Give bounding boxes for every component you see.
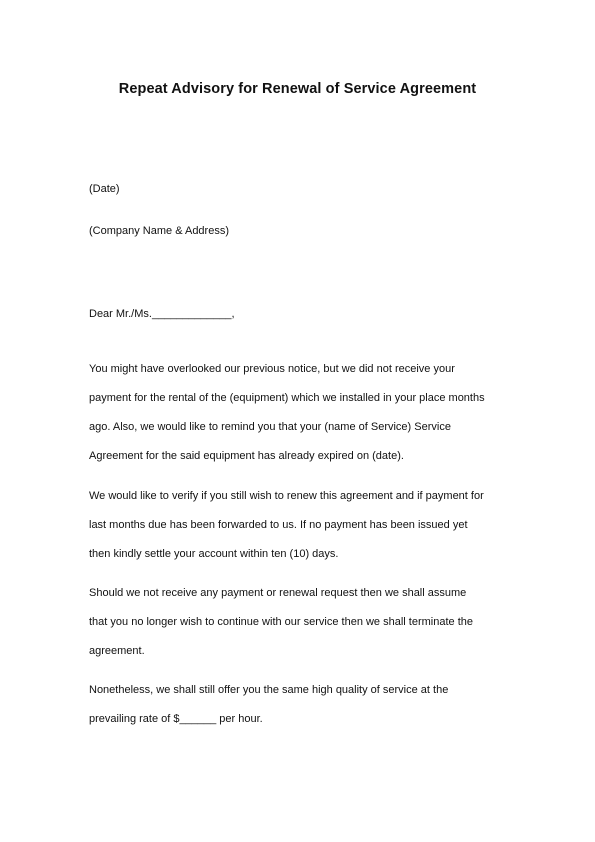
paragraph-line: that you no longer wish to continue with our service then we shall terminate the [89,616,473,628]
company-address-placeholder: (Company Name & Address) [89,225,229,237]
paragraph-line: then kindly settle your account within ten (10) days. [89,548,339,560]
paragraph-line: agreement. [89,645,145,657]
body-paragraph-2 [89,490,529,577]
salutation: Dear Mr./Ms._____________, [89,308,235,320]
date-placeholder: (Date) [89,183,120,195]
paragraph-line: Should we not receive any payment or renewal request then we shall assume [89,587,467,599]
paragraph-line: payment for the rental of the (equipment) which we installed in your place months [89,392,485,404]
body-paragraph-1 [89,363,529,479]
paragraph-line: We would like to verify if you still wish to renew this agreement and if payment for [89,490,484,502]
document-title: Repeat Advisory for Renewal of Service Agreement [118,81,477,97]
paragraph-line: last months due has been forwarded to us. If no payment has been issued yet [89,519,468,531]
paragraph-line: Agreement for the said equipment has already expired on (date). [89,450,404,462]
body-paragraph-4 [89,684,529,742]
body-paragraph-3 [89,587,529,674]
paragraph-line: Nonetheless, we shall still offer you the same high quality of service at the [89,684,449,696]
paragraph-line: You might have overlooked our previous notice, but we did not receive your [89,363,455,375]
paragraph-line: ago. Also, we would like to remind you that your (name of Service) Service [89,421,451,433]
paragraph-line: prevailing rate of $______ per hour. [89,713,263,725]
